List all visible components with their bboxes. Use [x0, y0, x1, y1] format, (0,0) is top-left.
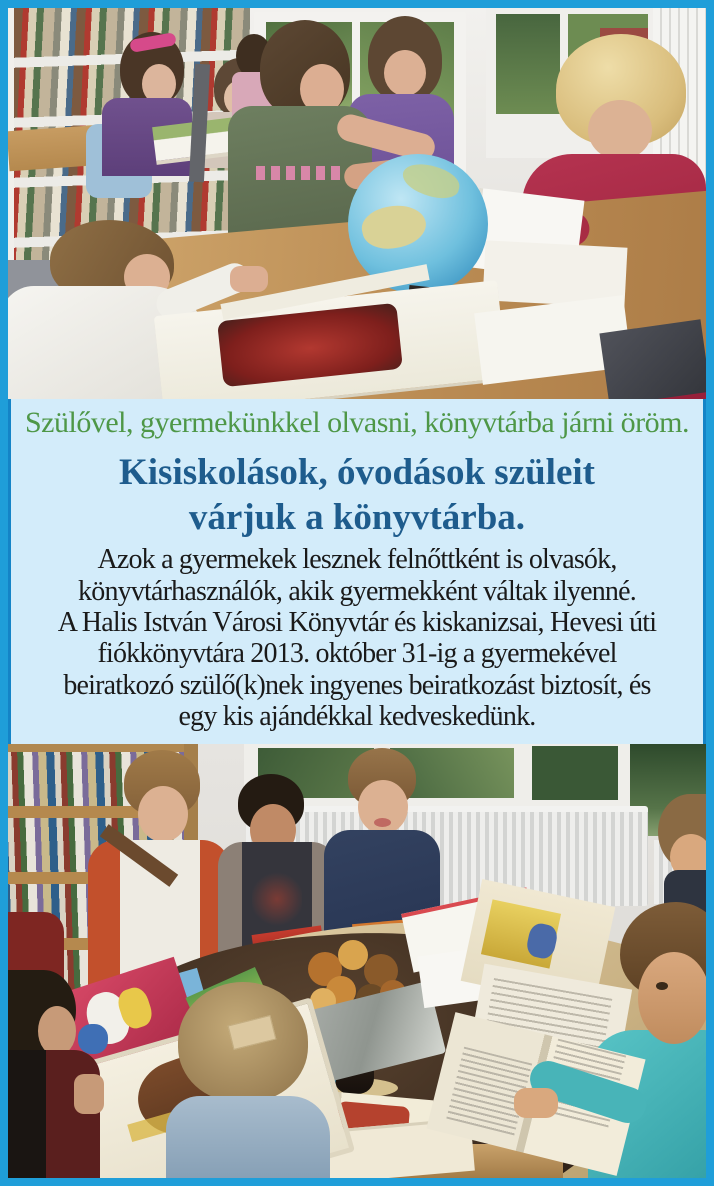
body-line: Azok a gyermekek lesznek felnőttként is olvasók, — [97, 544, 617, 576]
body-line: beiratkozó szülő(k)nek ingyenes beiratkozást biztosít, és — [63, 669, 651, 701]
headline-line: várjuk a könyvtárba. — [188, 497, 526, 539]
boy-bandaid-shirt — [166, 1096, 330, 1178]
headline-line: Kisiskolások, óvodások szüleit — [119, 452, 595, 493]
boy-turquoise-hand — [514, 1088, 558, 1118]
window-pane — [496, 14, 560, 114]
body-text — [58, 544, 657, 732]
dried-flower — [338, 940, 368, 970]
bottom-photo-reading-table — [8, 744, 706, 1178]
boy-small-face — [38, 1006, 76, 1056]
boy-turquoise-eye — [656, 982, 668, 990]
headline — [119, 450, 595, 540]
girl-purple-face — [384, 50, 426, 96]
fairy-tale-figure — [78, 1024, 108, 1054]
librarian-face — [588, 100, 652, 160]
tagline: Szülővel, gyermekünkkel olvasni, könyvtárba járni öröm. — [24, 406, 689, 439]
boy-turquoise-face — [638, 952, 706, 1044]
top-photo-library-globe — [8, 8, 706, 399]
boy-white-hand — [230, 266, 268, 292]
body-line: A Halis István Városi Könyvtár és kiskanizsai, Hevesi úti — [57, 606, 657, 638]
tshirt-print — [252, 870, 302, 928]
text-panel — [8, 399, 706, 744]
body-line: könyvtárhasználók, akik gyermekként váltak ilyenné. — [78, 575, 636, 607]
body-line: egy kis ajándékkal kedveskedünk. — [178, 701, 536, 733]
boy-small-hand — [74, 1074, 104, 1114]
boy-small-body — [8, 1050, 100, 1178]
hoodie-print — [256, 166, 342, 180]
body-line: fiókkönyvtára 2013. október 31-ig a gyermekével — [97, 638, 617, 670]
dark-chair — [599, 319, 706, 399]
boy-navy-mouth — [374, 818, 391, 827]
boy-orange-face — [138, 786, 188, 842]
window-pane — [532, 746, 618, 800]
